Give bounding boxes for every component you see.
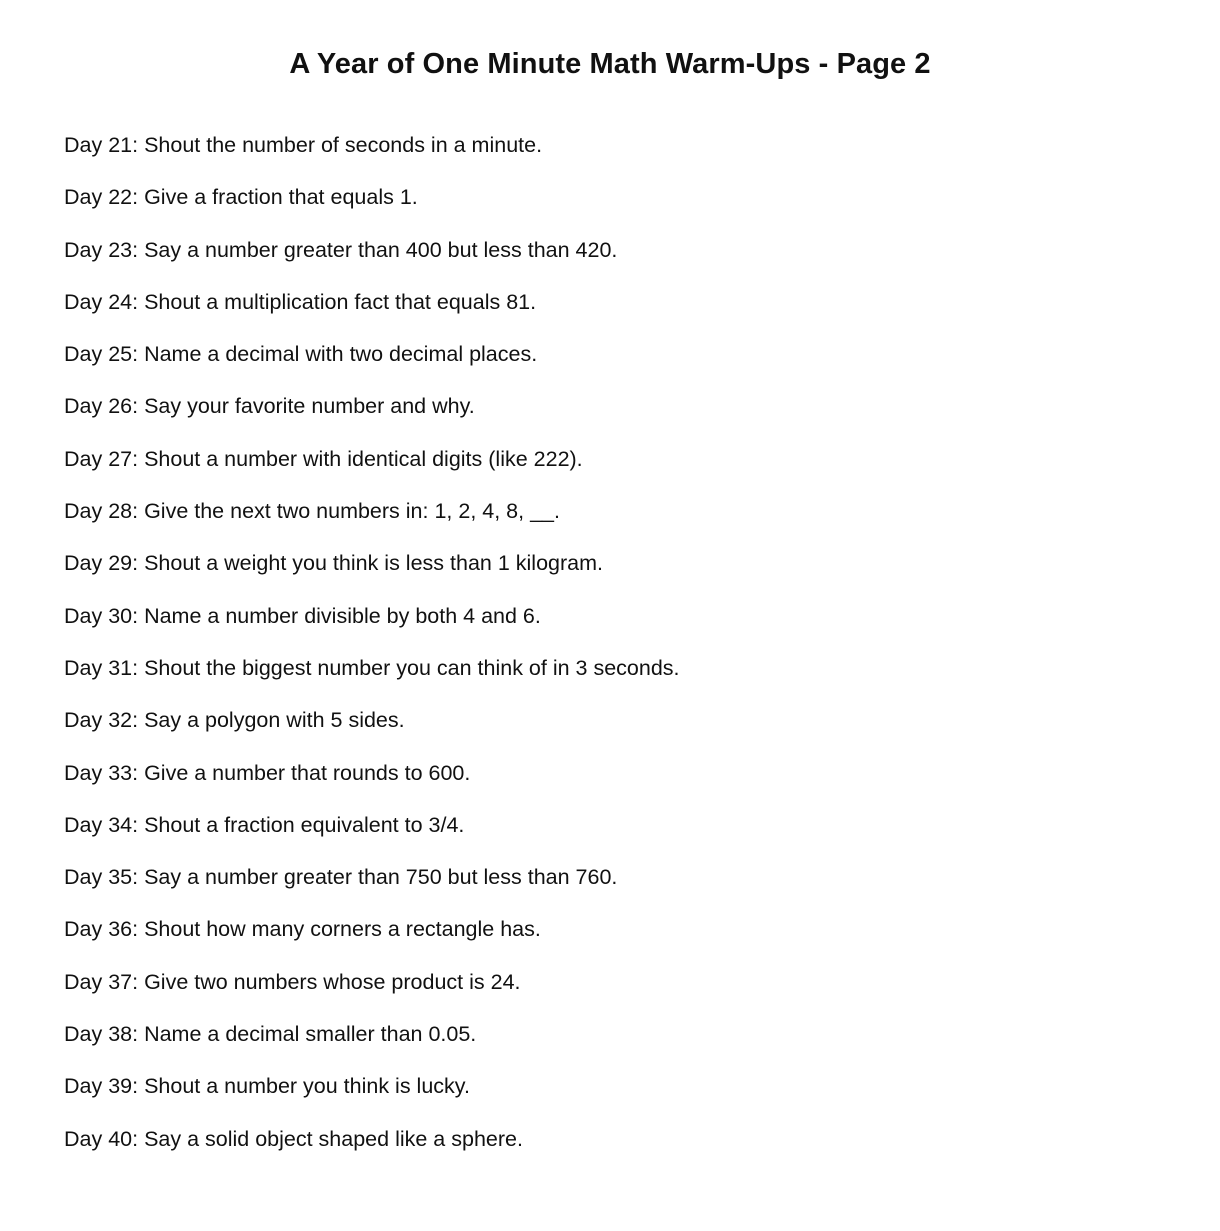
list-item: Day 22: Give a fraction that equals 1. <box>64 185 418 210</box>
list-item: Day 31: Shout the biggest number you can think of in 3 seconds. <box>64 655 680 680</box>
list-item: Day 25: Name a decimal with two decimal places. <box>64 342 538 367</box>
list-item: Day 30: Name a number divisible by both 4 and 6. <box>64 603 541 628</box>
list-item: Day 37: Give two numbers whose product is 24. <box>64 969 521 994</box>
list-item: Day 29: Shout a weight you think is less than 1 kilogram. <box>64 551 603 576</box>
list-item: Day 36: Shout how many corners a rectangle has. <box>64 917 541 942</box>
list-item: Day 39: Shout a number you think is lucky. <box>64 1074 470 1099</box>
list-item: Day 27: Shout a number with identical digits (like 222). <box>64 446 583 471</box>
list-item: Day 32: Say a polygon with 5 sides. <box>64 708 405 733</box>
list-item: Day 34: Shout a fraction equivalent to 3/4. <box>64 812 465 837</box>
warm-up-list <box>64 126 680 1172</box>
page-title: A Year of One Minute Math Warm-Ups - Page 2 <box>289 48 931 80</box>
list-item: Day 23: Say a number greater than 400 but less than 420. <box>64 237 618 262</box>
list-item: Day 28: Give the next two numbers in: 1, 2, 4, 8, __. <box>64 499 560 524</box>
list-item: Day 33: Give a number that rounds to 600. <box>64 760 471 785</box>
list-item: Day 38: Name a decimal smaller than 0.05. <box>64 1022 477 1047</box>
list-item: Day 35: Say a number greater than 750 but less than 760. <box>64 865 618 890</box>
list-item: Day 40: Say a solid object shaped like a sphere. <box>64 1126 523 1151</box>
list-item: Day 26: Say your favorite number and why. <box>64 394 475 419</box>
list-item: Day 21: Shout the number of seconds in a minute. <box>64 133 543 157</box>
list-item: Day 24: Shout a multiplication fact that equals 81. <box>64 289 537 314</box>
